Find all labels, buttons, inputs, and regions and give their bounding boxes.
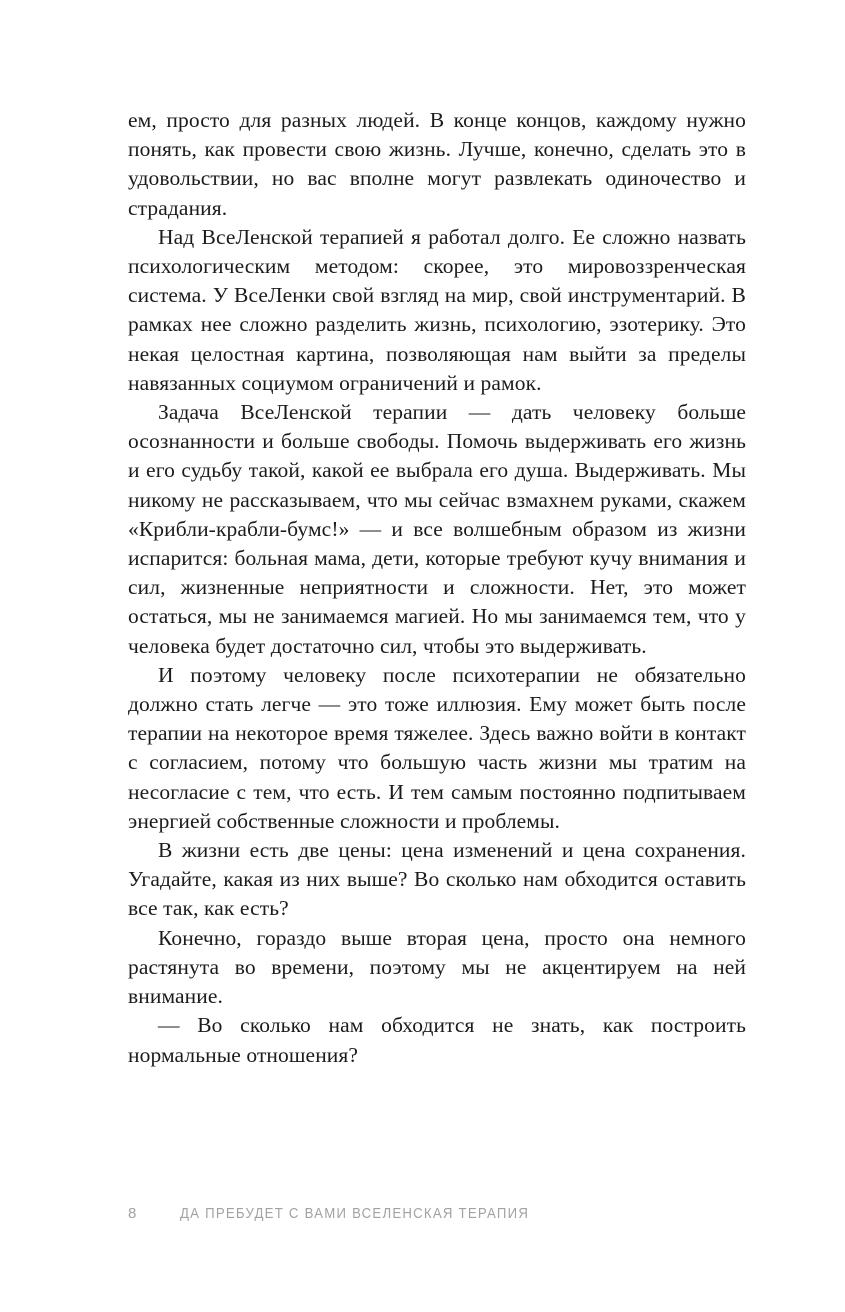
paragraph-continuation: ем, просто для разных людей. В конце концов, каждому нужно понять, как провести свою жизнь. Лучше, конечно, сделать это в удовольствии, но вас вполне могут развлекать одиночество и страдания.	[128, 108, 746, 220]
paragraph: Конечно, гораздо выше вторая цена, просто она немного растянута во времени, поэтому мы не акцентируем на ней внимание.	[128, 925, 746, 1009]
paragraph: И поэтому человеку после психотерапии не обязательно должно стать легче — это тоже иллюзия. Ему может быть после терапии на некоторое время тяжелее. Здесь важно войти в контакт с согласием, потому что большую часть жизни мы тратим на несогласие с тем, что есть. И тем самым постоянно подпитываем энергией собственные сложности и проблемы.	[128, 662, 746, 833]
page-footer	[128, 1205, 746, 1222]
paragraph: Задача ВсеЛенской терапии — дать человеку больше осознанности и больше свободы. Помочь выдерживать его жизнь и его судьбу такой, какой ее выбрала его душа. Выдерживать. Мы никому не рассказываем, что мы сейчас взмахнем руками, скажем «Крибли-крабли-бумс!» — и все волшебным образом из жизни испарится: больная мама, дети, которые требуют кучу внимания и сил, жизненные неприятности и сложности. Нет, это может остаться, мы не занимаемся магией. Но мы занимаемся тем, что у человека будет достаточно сил, чтобы это выдерживать.	[128, 400, 746, 658]
paragraph: В жизни есть две цены: цена изменений и цена сохранения. Угадайте, какая из них выше? Во сколько нам обходится оставить все так, как есть?	[128, 838, 746, 921]
body-text	[128, 106, 746, 1070]
paragraph-dialogue: — Во сколько нам обходится не знать, как построить нормальные отношения?	[128, 1013, 746, 1067]
page-number: 8	[128, 1205, 137, 1222]
running-title: ДА ПРЕБУДЕТ С ВАМИ ВСЕЛЕНСКАЯ ТЕРАПИЯ	[180, 1205, 530, 1222]
paragraph: Над ВсеЛенской терапией я работал долго. Ее сложно назвать психологическим методом: скорее, это мировоззренческая система. У ВсеЛенки свой взгляд на мир, свой инструментарий. В рамках нее сложно разделить жизнь, психологию, эзотерику. Это некая целостная картина, позволяющая нам выйти за пределы навязанных социумом ограничений и рамок.	[128, 224, 746, 395]
